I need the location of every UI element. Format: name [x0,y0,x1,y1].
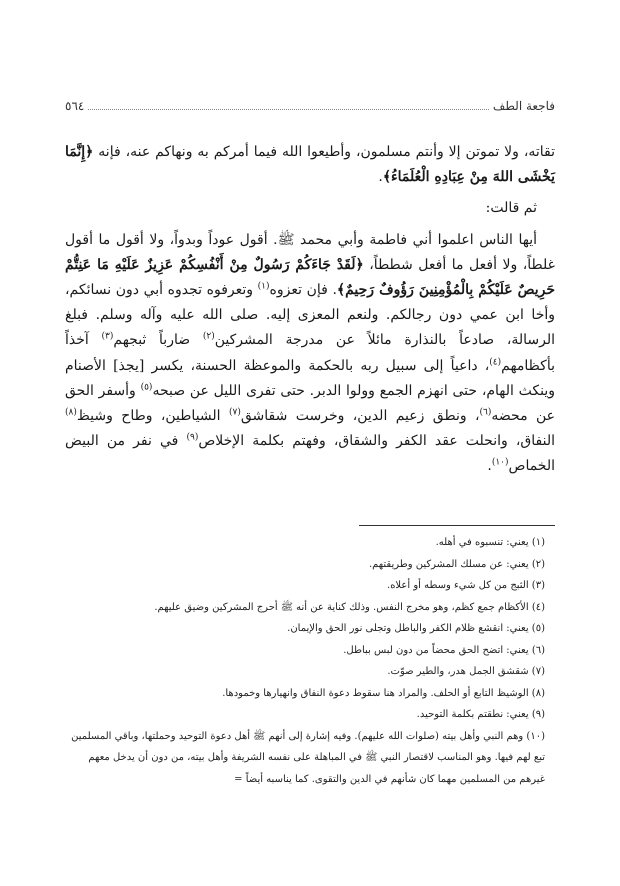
footnote-ref: (٩) [186,432,199,443]
footnote: (٧) شقشق الجمل هدر، والطير صوّت. [387,666,545,677]
footnotes [60,532,555,790]
footnote: (٤) الأكظام جمع كظم، وهو مخرج النفس. وذلك كناية عن أنه ﷺ أحرج المشركين وضيق عليهم. [154,601,545,613]
footnote-ref: (١) [257,281,270,292]
footnote: (٨) الوشيظ التابع أو الحلف. والمراد هنا سقوط دعوة النفاق وانهيارها وخمودها. [222,687,545,699]
main-text [65,140,555,480]
header-title: فاجعة الطف [492,99,555,113]
footnote: (٩) يعني: نطقتم بكلمة التوحيد. [416,709,545,720]
paragraph-1: تقاته، ولا تموتن إلا وأنتم مسلمون، وأطيعوا الله فيما أمركم به ونهاكم عنه، فإنه ﴿إِنَّمَا يَخْشَى اللهَ مِنْ عِبَادِهِ الْعُلَمَاءُ﴾. [65,144,555,186]
running-header [65,96,555,116]
header-leader-dots [88,109,489,110]
footnote-ref: (٦) [479,407,492,418]
footnote-separator [359,525,555,526]
footnote: (١) يعني: تنسبوه في أهله. [435,537,545,548]
footnote-ref: (٣) [101,331,114,342]
footnote: (٥) يعني: انقشع ظلام الكفر والباطل وتجلى نور الحق والإيمان. [287,623,545,634]
footnote-ref: (٧) [228,407,241,418]
footnote: (٢) يعني: عن مسلك المشركين وطريقتهم. [368,558,545,570]
footnote-ref: (٨) [65,407,77,418]
quran-verse: ﴿لَقَدْ جَاءَكُمْ رَسُولٌ مِنْ أَنْفُسِكُمْ عَزِيزٌ عَلَيْهِ مَا عَنِتُّمْ حَرِيصٌ عَلَيْكُمْ بِالْمُؤْمِنِينَ رَؤُوفٌ رَحِيمٌ﴾ [65,256,556,299]
paragraph-2: ثم قالت: [485,200,537,217]
footnote-ref: (١٠) [491,457,509,468]
footnote: (٦) يعني: اتضح الحق محضاً من دون لبس بباطل. [343,644,545,656]
quran-verse: ﴿إِنَّمَا يَخْشَى اللهَ مِنْ عِبَادِهِ الْعُلَمَاءُ﴾ [65,144,555,186]
page-number: ٥٦٤ [65,99,85,113]
footnote-ref: (٤) [489,356,502,367]
footnote-ref: (٥) [140,382,153,393]
footnote: (٣) الثبج من كل شيء وسطه أو أعلاه. [387,580,545,591]
paragraph-3: أيها الناس اعلموا أني فاطمة وأبي محمد ﷺ. أقول عوداً وبدواً، ولا أقول ما أقول غلطاً، ولا أفعل ما أفعل شططاً، ﴿لَقَدْ جَاءَكُمْ رَسُولٌ مِنْ أَنْفُسِكُمْ عَزِيزٌ عَلَيْهِ مَا عَنِتُّمْ حَرِيصٌ عَلَيْكُمْ بِالْمُؤْمِنِينَ رَؤُوفٌ رَحِيمٌ﴾. فإن تعزوه$^{(١)}$ وتعرفوه تجدوه أبي دون نسائكم، وأخا ابن عمي دون رجالكم. ولنعم المعزى إليه. صلى الله عليه وآله وسلم. فبلغ الرسالة، صادعاً بالنذارة مائلاً عن مدرجة المشركين$^{(٢)}$ ضارباً ثبجهم$^{(٣)}$ آخذاً بأكظامهم$^{(٤)}$، داعياً إلى سبيل ربه بالحكمة والموعظة الحسنة، يكسر [يجذ] الأصنام وينكث الهام، حتى انهزم الجمع وولوا الدبر. حتى تفرى الليل عن صبحه$^{(٥)}$ وأسفر الحق عن محضه$^{(٦)}$، ونطق زعيم الدين، وخرست شقاشق$^{(٧)}$ الشياطين، وطاح وشيظ$^{(٨)}$ النفاق، وانحلت عقد الكفر والشقاق، وفهتم بكلمة الإخلاص$^{(٩)}$ في نفر من البيض الخماص$^{(١٠)}$. [65,231,556,475]
footnote: (١٠) وهم النبي وأهل بيته (صلوات الله عليهم). وفيه إشارة إلى أنهم ﷺ أهل دعوة التوحيد وحملتها، وباقي المسلمين تبع لهم فيها. وهو المناسب لاقتصار النبي ﷺ في المباهلة على نفسه الشريفة وأهل بيته، من دون أن يدخل معهم غيرهم من المسلمين مهما كان شأنهم في الدين والتقوى. كما يناسبه أيضاً = [71,730,545,785]
footnote-ref: (٢) [202,331,215,342]
